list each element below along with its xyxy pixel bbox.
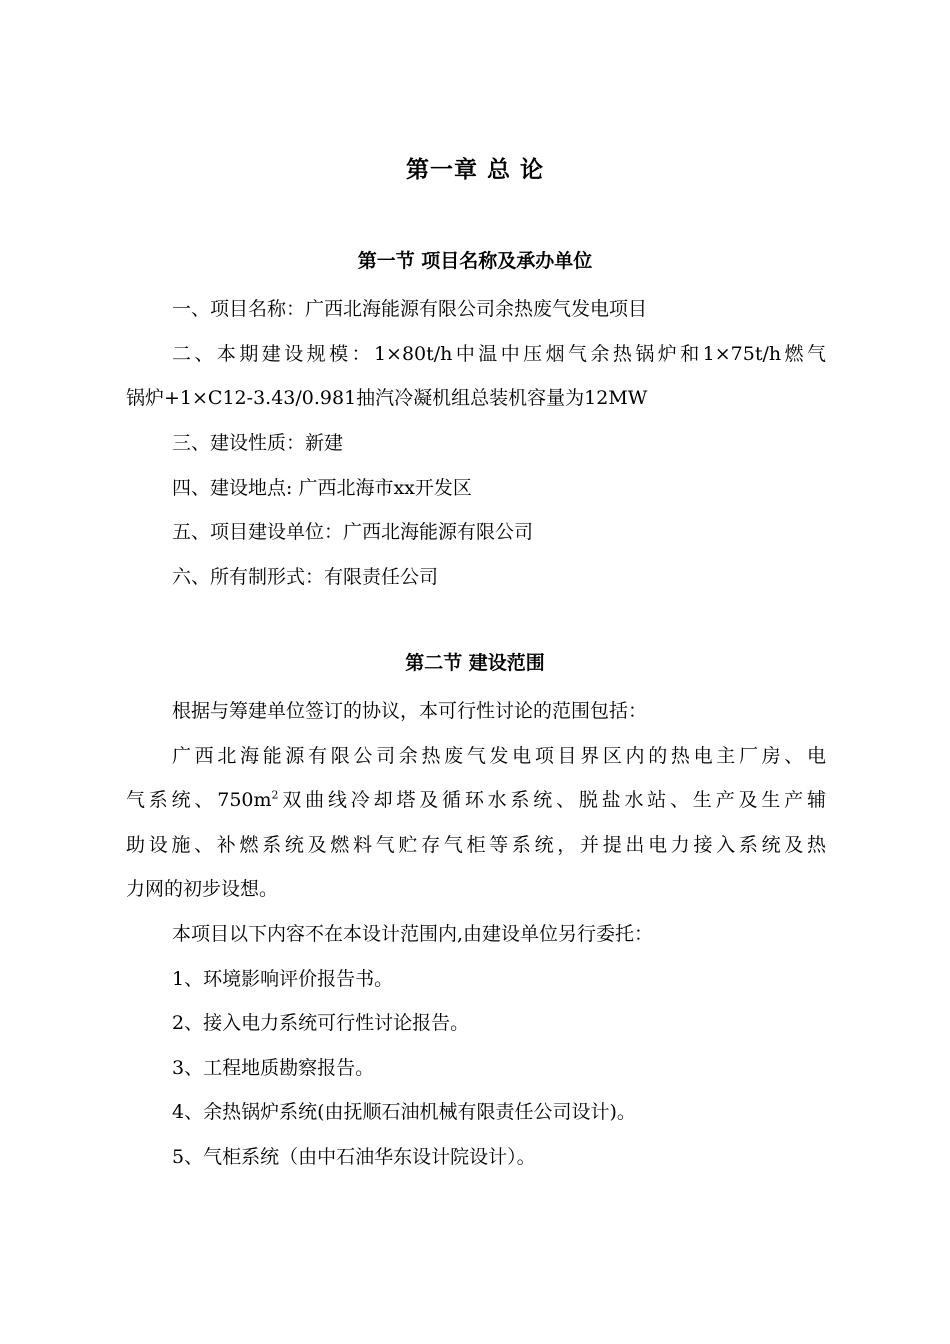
construction-nature-line: 三、建设性质：新建	[172, 432, 344, 454]
construction-unit-line: 五、项目建设单位：广西北海能源有限公司	[172, 521, 534, 543]
scope-paragraph-line-1: 广西北海能源有限公司余热废气发电项目界区内的热电主厂房、电	[172, 745, 826, 767]
scope-line-2-part-b: 双曲线冷却塔及循环水系统、脱盐水站、生产及生产辅	[278, 789, 826, 811]
exclusion-item: 1、环境影响评价报告书。	[172, 968, 394, 990]
scope-paragraph-line-2	[126, 785, 826, 815]
scope-intro-line: 根据与筹建单位签订的协议，本可行性讨论的范围包括：	[172, 700, 648, 722]
chapter-title: 第一章 总 论	[405, 157, 544, 183]
construction-location-line: 四、建设地点: 广西北海市xx开发区	[172, 477, 472, 499]
exclusion-intro-line: 本项目以下内容不在本设计范围内,由建设单位另行委托：	[172, 923, 654, 945]
ownership-line: 六、所有制形式：有限责任公司	[172, 566, 439, 588]
exclusion-item: 5、气柜系统（由中石油华东设计院设计）。	[172, 1146, 536, 1168]
project-name-line: 一、项目名称：广西北海能源有限公司余热废气发电项目	[172, 298, 648, 320]
construction-scale-line-1: 二、本期建设规模：1×80t/h中温中压烟气余热锅炉和1×75t/h燃气	[172, 343, 826, 365]
exclusion-item: 4、余热锅炉系统(由抚顺石油机械有限责任公司设计)。	[172, 1101, 636, 1123]
construction-scale-line-2: 锅炉+1×C12-3.43/0.981抽汽冷凝机组总装机容量为12MW	[126, 387, 648, 409]
scope-paragraph-line-4: 力网的初步设想。	[126, 878, 279, 900]
scope-paragraph-line-3: 助设施、补燃系统及燃料气贮存气柜等系统，并提出电力接入系统及热	[126, 834, 826, 856]
section-1-title: 第一节 项目名称及承办单位	[357, 250, 593, 272]
exclusion-item: 2、接入电力系统可行性讨论报告。	[172, 1012, 470, 1034]
scope-line-2-part-a: 气系统、750m	[126, 789, 272, 811]
square-meter-superscript: 2	[271, 788, 279, 802]
exclusion-item: 3、工程地质勘察报告。	[172, 1057, 375, 1079]
section-2-title: 第二节 建设范围	[405, 652, 545, 674]
